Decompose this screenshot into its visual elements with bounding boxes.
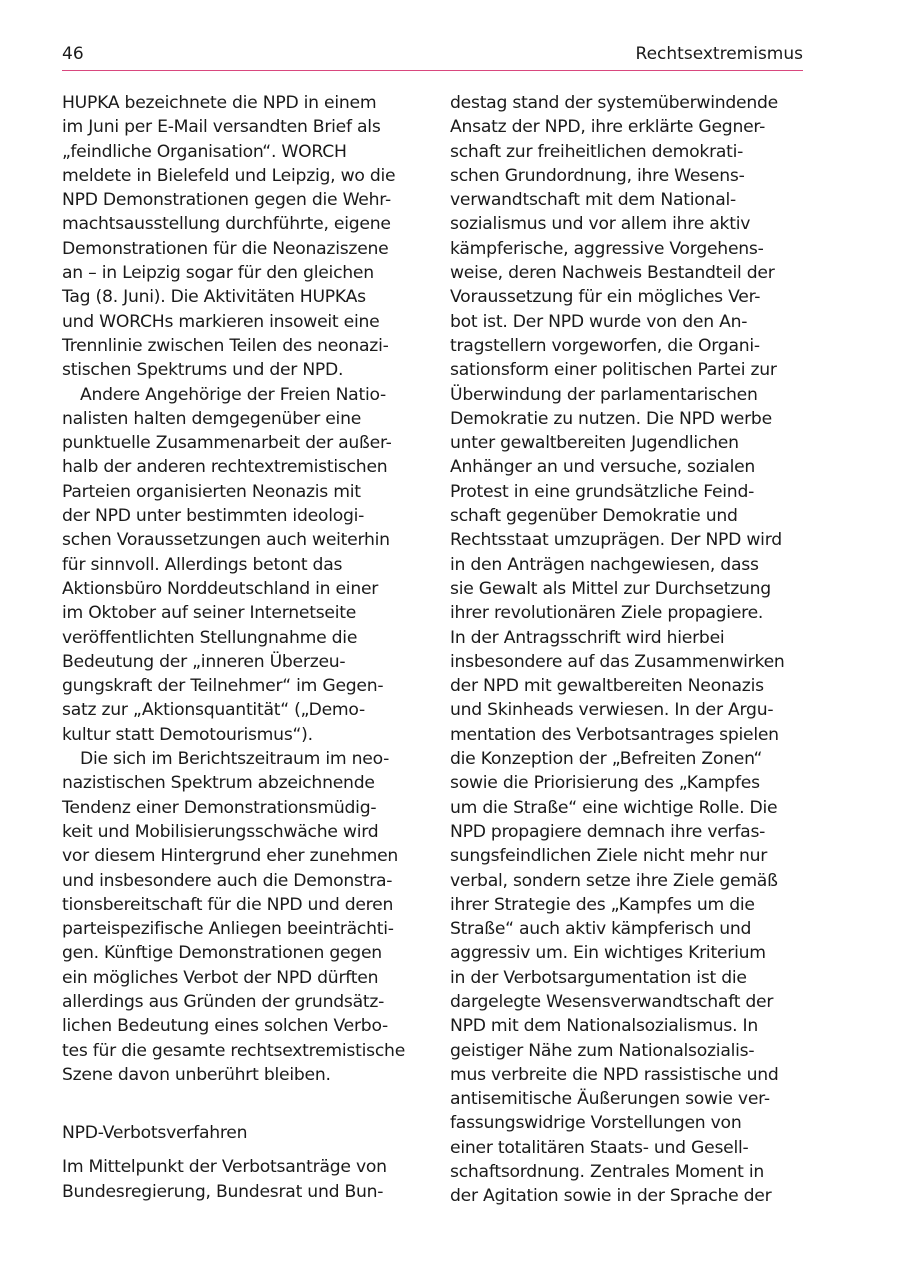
- text-line: machtsausstellung durchführte, eigene: [62, 214, 391, 235]
- text-line: HUPKA bezeichnete die NPD in einem: [62, 93, 377, 113]
- text-line: der Agitation sowie in der Sprache der: [450, 1186, 772, 1207]
- text-line: Protest in eine grundsätzliche Feind-: [450, 481, 755, 502]
- text-line: NPD propagiere demnach ihre verfas-: [450, 821, 766, 842]
- text-line: lichen Bedeutung eines solchen Verbo-: [62, 1016, 388, 1037]
- page-number: 46: [62, 44, 84, 64]
- text-line: nazistischen Spektrum abzeichnende: [62, 773, 375, 794]
- text-line: parteispezifische Anliegen beeinträchti-: [62, 919, 394, 940]
- right-column: [450, 91, 806, 1209]
- text-line: Ansatz der NPD, ihre erklärte Gegner-: [450, 117, 766, 138]
- text-line: dargelegte Wesensverwandtschaft der: [450, 991, 774, 1012]
- text-line: Demonstrationen für die Neonaziszene: [62, 238, 389, 259]
- paragraph: [62, 91, 414, 383]
- left-column: [62, 91, 414, 1204]
- text-line: In der Antragsschrift wird hierbei: [450, 627, 725, 648]
- text-line: kämpferische, aggressive Vorgehens-: [450, 238, 764, 259]
- text-line: tragstellern vorgeworfen, die Organi-: [450, 335, 760, 356]
- text-line: punktuelle Zusammenarbeit der außer-: [62, 433, 392, 454]
- text-line: geistiger Nähe zum Nationalsozialis-: [450, 1040, 755, 1061]
- text-line: Straße“ auch aktiv kämpferisch und: [450, 919, 752, 940]
- text-line: destag stand der systemüberwindende: [450, 93, 779, 113]
- text-line: der NPD unter bestimmten ideologi-: [62, 506, 365, 527]
- text-line: Demokratie zu nutzen. Die NPD werbe: [450, 408, 772, 429]
- text-line: Parteien organisierten Neonazis mit: [62, 481, 361, 502]
- text-line: ein mögliches Verbot der NPD dürften: [62, 967, 379, 988]
- text-line: schaftsordnung. Zentrales Moment in: [450, 1162, 765, 1183]
- text-line: stischen Spektrums und der NPD.: [62, 360, 344, 381]
- text-line: mus verbreite die NPD rassistische und: [450, 1064, 779, 1085]
- text-line: verbal, sondern setze ihre Ziele gemäß: [450, 870, 778, 891]
- text-line: in den Anträgen nachgewiesen, dass: [450, 554, 759, 575]
- text-line: in der Verbotsargumentation ist die: [450, 967, 747, 988]
- text-line: und insbesondere auch die Demonstra-: [62, 870, 393, 891]
- text-line: Szene davon unberührt bleiben.: [62, 1064, 331, 1085]
- text-line: meldete in Bielefeld und Leipzig, wo die: [62, 165, 396, 186]
- text-line: gen. Künftige Demonstrationen gegen: [62, 943, 382, 964]
- text-line: sationsform einer politischen Partei zur: [450, 360, 777, 381]
- text-line: NPD mit dem Nationalsozialismus. In: [450, 1016, 758, 1037]
- text-line: halb der anderen rechtextremistischen: [62, 457, 388, 478]
- paragraph: [62, 747, 414, 1087]
- text-line: aggressiv um. Ein wichtiges Kriterium: [450, 943, 766, 964]
- text-line: antisemitische Äußerungen sowie ver-: [450, 1089, 770, 1110]
- text-line: um die Straße“ eine wichtige Rolle. Die: [450, 797, 778, 818]
- text-line: nalisten halten demgegenüber eine: [62, 408, 362, 429]
- text-line: „feindliche Organisation“. WORCH: [62, 141, 347, 162]
- text-line: ihrer Strategie des „Kampfes um die: [450, 894, 755, 915]
- text-line: fassungswidrige Vorstellungen von: [450, 1113, 742, 1134]
- text-line: Rechtsstaat umzuprägen. Der NPD wird: [450, 530, 782, 551]
- paragraph: [62, 383, 414, 747]
- text-line: sungsfeindlichen Ziele nicht mehr nur: [450, 846, 768, 867]
- text-line: schen Voraussetzungen auch weiterhin: [62, 530, 390, 551]
- paragraph: [62, 1155, 414, 1204]
- text-line: Bundesregierung, Bundesrat und Bun-: [62, 1181, 384, 1202]
- text-line: tes für die gesamte rechtsextremistische: [62, 1040, 406, 1061]
- text-line: weise, deren Nachweis Bestandteil der: [450, 263, 775, 284]
- text-line: schaft zur freiheitlichen demokrati-: [450, 141, 744, 162]
- text-line: Aktionsbüro Norddeutschland in einer: [62, 578, 379, 599]
- text-line: mentation des Verbotsantrages spielen: [450, 724, 779, 745]
- text-line: allerdings aus Gründen der grundsätz-: [62, 991, 385, 1012]
- paragraph: [450, 91, 806, 1209]
- text-line: der NPD mit gewaltbereiten Neonazis: [450, 676, 764, 697]
- text-line: satz zur „Aktionsquantität“ („Demo-: [62, 700, 365, 721]
- text-line: tionsbereitschaft für die NPD und deren: [62, 894, 394, 915]
- text-line: Trennlinie zwischen Teilen des neonazi-: [62, 335, 389, 356]
- text-line: Im Mittelpunkt der Verbotsanträge von: [62, 1157, 387, 1178]
- text-line: sowie die Priorisierung des „Kampfes: [450, 773, 760, 794]
- text-line: an – in Leipzig sogar für den gleichen: [62, 263, 374, 284]
- section-heading: NPD-Verbotsverfahren: [62, 1123, 248, 1144]
- text-line: NPD Demonstrationen gegen die Wehr-: [62, 190, 391, 211]
- text-line: verwandtschaft mit dem National-: [450, 190, 736, 211]
- text-line: keit und Mobilisierungsschwäche wird: [62, 821, 379, 842]
- text-line: Die sich im Berichtszeitraum im neo-: [80, 749, 390, 770]
- text-line: im Oktober auf seiner Internetseite: [62, 603, 357, 624]
- text-line: schen Grundordnung, ihre Wesens-: [450, 165, 745, 186]
- text-line: ihrer revolutionären Ziele propagiere.: [450, 603, 764, 624]
- text-line: gungskraft der Teilnehmer“ im Gegen-: [62, 676, 384, 697]
- text-line: Tendenz einer Demonstrationsmüdig-: [62, 797, 377, 818]
- text-line: Überwindung der parlamentarischen: [450, 384, 758, 405]
- text-line: schaft gegenüber Demokratie und: [450, 506, 738, 527]
- text-line: bot ist. Der NPD wurde von den An-: [450, 311, 748, 332]
- text-line: im Juni per E-Mail versandten Brief als: [62, 117, 381, 138]
- text-line: einer totalitären Staats- und Gesell-: [450, 1137, 749, 1158]
- text-line: und WORCHs markieren insoweit eine: [62, 311, 380, 332]
- text-line: Bedeutung der „inneren Überzeu-: [62, 651, 346, 672]
- text-line: sie Gewalt als Mittel zur Durchsetzung: [450, 578, 771, 599]
- text-line: für sinnvoll. Allerdings betont das: [62, 554, 343, 575]
- page-header: [62, 44, 803, 71]
- text-line: die Konzeption der „Befreiten Zonen“: [450, 749, 763, 770]
- text-line: sozialismus und vor allem ihre aktiv: [450, 214, 751, 235]
- text-line: unter gewaltbereiten Jugendlichen: [450, 433, 739, 454]
- text-line: insbesondere auf das Zusammenwirken: [450, 651, 785, 672]
- text-line: veröffentlichten Stellungnahme die: [62, 627, 358, 648]
- text-line: Tag (8. Juni). Die Aktivitäten HUPKAs: [62, 287, 366, 308]
- text-line: Anhänger an und versuche, sozialen: [450, 457, 756, 478]
- text-line: vor diesem Hintergrund eher zunehmen: [62, 846, 399, 867]
- text-line: und Skinheads verwiesen. In der Argu-: [450, 700, 774, 721]
- running-title: Rechtsextremismus: [635, 44, 803, 64]
- text-line: kultur statt Demotourismus“).: [62, 724, 313, 745]
- text-line: Voraussetzung für ein mögliches Ver-: [450, 287, 761, 308]
- text-line: Andere Angehörige der Freien Natio-: [80, 384, 387, 405]
